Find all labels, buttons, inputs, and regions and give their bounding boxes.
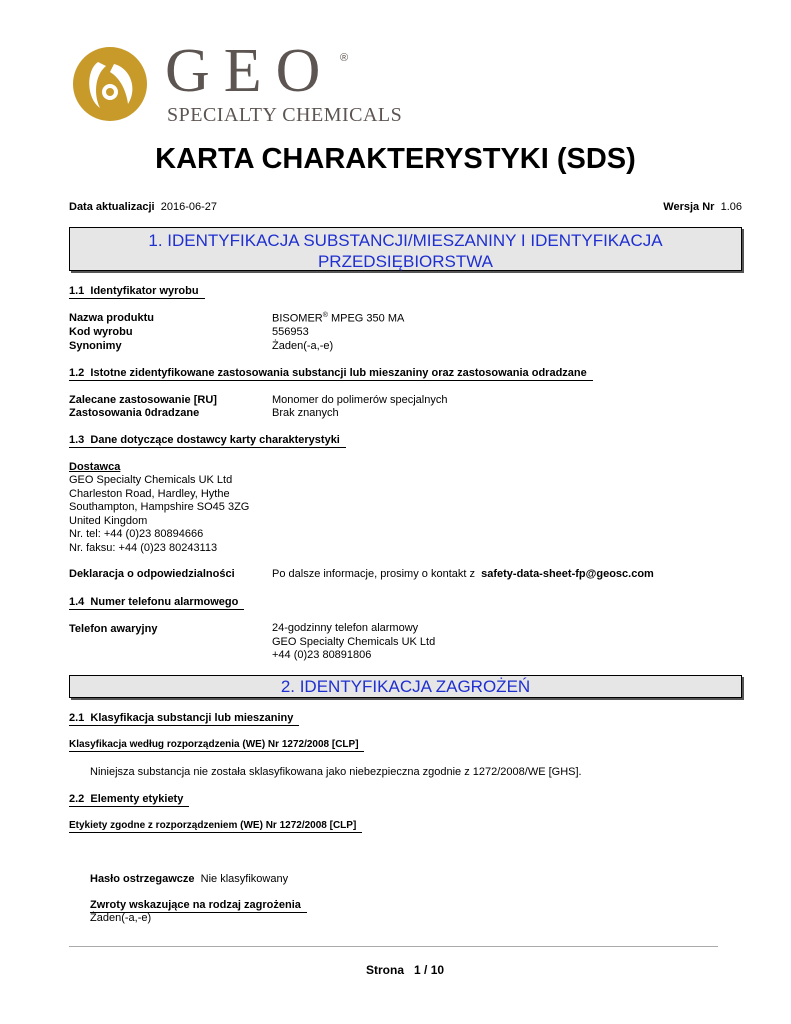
subsection-2-2-heading: 2.2 Elementy etykiety xyxy=(69,793,190,805)
footer-separator xyxy=(69,946,718,947)
section-2-title: 2. IDENTYFIKACJA ZAGROŻEŃ xyxy=(280,677,531,696)
signal-word-label: Hasło ostrzegawcze xyxy=(90,873,195,885)
subsection-2-1-heading: 2.1 Klasyfikacja substancji lub mieszaniny xyxy=(69,712,300,724)
hazard-statements-value: Żaden(-a,-e) xyxy=(90,912,152,924)
supplier-label: Dostawca xyxy=(69,461,121,473)
version-label: Wersja Nr xyxy=(663,201,715,213)
version-value: 1.06 xyxy=(720,201,742,213)
revision-date xyxy=(69,201,217,213)
product-name-label: Nazwa produktu xyxy=(69,312,154,324)
signal-word xyxy=(90,873,288,885)
emergency-phone-details xyxy=(272,622,435,663)
supplier-line: Southampton, Hampshire SO45 3ZG xyxy=(69,501,250,513)
uses-advised-against-value: Brak znanych xyxy=(272,407,339,419)
subsection-1-3-heading: 1.3 Dane dotyczące dostawcy karty charakterystyki xyxy=(69,434,346,446)
safety-email-link[interactable]: safety-data-sheet-fp@geosc.com xyxy=(481,568,654,580)
document-title: KARTA CHARAKTERYSTYKI (SDS) xyxy=(155,143,636,175)
responsibility-text: Po dalsze informacje, prosimy o kontakt z safety-data-sheet-fp@geosc.com xyxy=(272,568,654,580)
synonyms-value: Żaden(-a,-e) xyxy=(272,340,334,352)
emergency-phone-label: Telefon awaryjny xyxy=(69,623,158,635)
responsibility-label: Deklaracja o odpowiedzialności xyxy=(69,568,235,580)
hazard-statements-heading: Zwroty wskazujące na rodzaj zagrożenia xyxy=(90,899,308,911)
product-name-value: BISOMER® MPEG 350 MA xyxy=(272,312,405,325)
synonyms-label: Synonimy xyxy=(69,340,122,352)
section-1-header xyxy=(69,227,742,271)
emergency-phone-number: +44 (0)23 80891806 xyxy=(272,649,372,661)
signal-word-value: Nie klasyfikowany xyxy=(200,873,289,885)
recommended-use-label: Zalecane zastosowanie [RU] xyxy=(69,394,217,406)
section-1-title-line2: PRZEDSIĘBIORSTWA xyxy=(317,252,494,271)
section-1-title-line1: 1. IDENTYFIKACJA SUBSTANCJI/MIESZANINY I IDENTYFIKACJA xyxy=(148,231,663,250)
supplier-address xyxy=(69,474,249,555)
classification-statement: Niniejsza substancja nie została sklasyfikowana jako niebezpieczna zgodnie z 1272/2008/WE [GHS]. xyxy=(90,766,582,778)
page-value: 1 / 10 xyxy=(414,963,445,977)
subsection-1-4-heading: 1.4 Numer telefonu alarmowego xyxy=(69,596,245,608)
clp-classification-heading: Klasyfikacja według rozporządzenia (WE) Nr 1272/2008 [CLP] xyxy=(69,739,365,750)
subsection-1-1-heading: 1.1 Identyfikator wyrobu xyxy=(69,285,205,297)
supplier-fax: Nr. faksu: +44 (0)23 80243113 xyxy=(69,541,218,554)
logo-subtitle: SPECIALTY CHEMICALS xyxy=(167,104,403,126)
supplier-phone: Nr. tel: +44 (0)23 80894666 xyxy=(69,528,204,540)
supplier-line: Charleston Road, Hardley, Hythe xyxy=(69,487,230,500)
version-number xyxy=(663,201,742,213)
page-label: Strona xyxy=(366,963,405,977)
subsection-1-2-heading: 1.2 Istotne zidentyfikowane zastosowania substancji lub mieszaniny oraz zastosowania odradzane xyxy=(69,367,593,379)
emergency-line: 24-godzinny telefon alarmowy xyxy=(272,622,419,634)
revision-date-label: Data aktualizacji xyxy=(69,201,155,213)
clp-labelling-heading: Etykiety zgodne z rozporządzeniem (WE) Nr 1272/2008 [CLP] xyxy=(69,820,362,831)
uses-advised-against-label: Zastosowania 0dradzane xyxy=(69,407,200,419)
geo-logo-emblem-icon xyxy=(68,44,154,124)
supplier-line: United Kingdom xyxy=(69,514,148,527)
product-code-value: 556953 xyxy=(272,326,309,338)
section-2-header xyxy=(69,675,742,698)
logo-registered-mark: ® xyxy=(340,52,349,64)
logo-brand-text: GEO xyxy=(165,37,335,105)
emergency-line: GEO Specialty Chemicals UK Ltd xyxy=(272,635,436,648)
page-number xyxy=(366,963,444,977)
recommended-use-value: Monomer do polimerów specjalnych xyxy=(272,394,448,406)
revision-date-value: 2016-06-27 xyxy=(160,201,217,213)
supplier-line: GEO Specialty Chemicals UK Ltd xyxy=(69,474,233,486)
product-code-label: Kod wyrobu xyxy=(69,326,133,338)
